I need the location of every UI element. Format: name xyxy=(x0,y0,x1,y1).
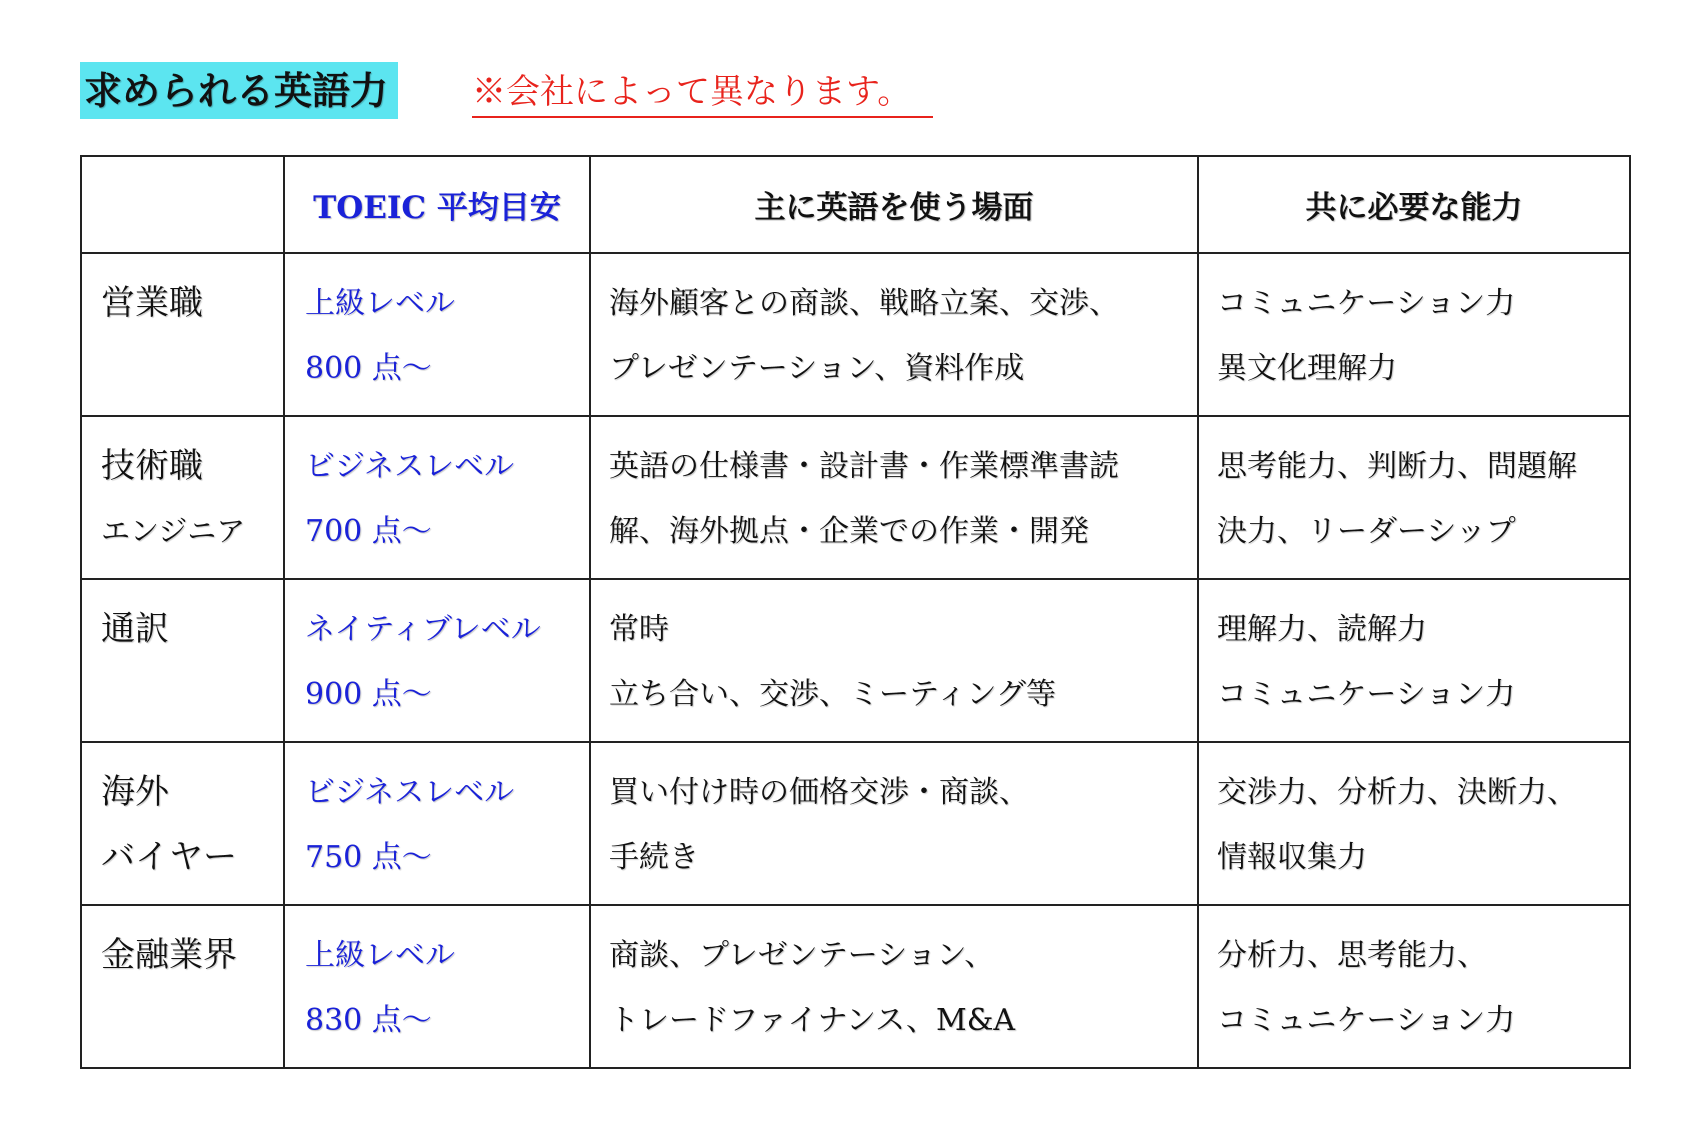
skills-line: 交渉力、分析力、決断力、 xyxy=(1217,775,1577,810)
job-name: 海外 xyxy=(101,772,169,812)
level-label: 上級レベル xyxy=(305,938,455,973)
job-name: 通訳 xyxy=(101,609,169,649)
skills-line: 分析力、思考能力、 xyxy=(1217,938,1487,973)
job-cell xyxy=(82,906,283,988)
scene-line: トレードファイナンス、M&A xyxy=(609,1003,1016,1038)
level-label: ネイティブレベル xyxy=(305,612,541,647)
scene-line: 英語の仕様書・設計書・作業標準書読 xyxy=(609,449,1119,484)
skills-line: コミュニケーション力 xyxy=(1217,677,1516,712)
skills-line: 理解力、読解力 xyxy=(1217,612,1427,647)
toeic-cell xyxy=(285,254,589,401)
score-label: 750 点〜 xyxy=(305,840,432,875)
scene-line: 買い付け時の価格交渉・商談、 xyxy=(609,775,1029,810)
header-skills: 共に必要な能力 xyxy=(1198,156,1630,253)
table-row xyxy=(81,905,1630,1068)
job-cell xyxy=(82,580,283,662)
skills-line: コミュニケーション力 xyxy=(1217,286,1516,321)
job-name: バイヤー xyxy=(101,837,237,877)
level-label: ビジネスレベル xyxy=(305,775,515,810)
skills-line: 情報収集力 xyxy=(1217,840,1367,875)
job-name: 営業職 xyxy=(101,283,203,323)
scene-line: 常時 xyxy=(609,612,669,647)
scene-line: 商談、プレゼンテーション、 xyxy=(609,938,995,973)
scene-cell xyxy=(591,906,1197,1053)
scene-line: 手続き xyxy=(609,840,699,875)
job-name: 金融業界 xyxy=(101,935,237,975)
job-cell xyxy=(82,743,283,890)
table-row xyxy=(81,416,1630,579)
toeic-cell xyxy=(285,743,589,890)
scene-cell xyxy=(591,743,1197,890)
level-label: ビジネスレベル xyxy=(305,449,515,484)
header-toeic: TOEIC 平均目安 xyxy=(284,156,590,253)
table-row xyxy=(81,742,1630,905)
company-note: ※会社によって異なります。 xyxy=(472,70,933,118)
scene-cell xyxy=(591,254,1197,401)
skills-cell xyxy=(1199,580,1629,727)
skills-line: コミュニケーション力 xyxy=(1217,1003,1516,1038)
scene-line: 立ち合い、交渉、ミーティング等 xyxy=(609,677,1056,712)
skills-cell xyxy=(1199,254,1629,401)
toeic-cell xyxy=(285,906,589,1053)
level-label: 上級レベル xyxy=(305,286,455,321)
toeic-cell xyxy=(285,580,589,727)
english-requirements-table xyxy=(80,155,1631,1069)
toeic-cell xyxy=(285,417,589,564)
scene-line: プレゼンテーション、資料作成 xyxy=(609,351,1025,386)
scene-cell xyxy=(591,417,1197,564)
score-label: 700 点〜 xyxy=(305,514,432,549)
table-row xyxy=(81,579,1630,742)
page-title: 求められる英語力 xyxy=(80,62,398,119)
job-cell xyxy=(82,417,283,564)
scene-cell xyxy=(591,580,1197,727)
skills-line: 思考能力、判断力、問題解 xyxy=(1217,449,1577,484)
skills-cell xyxy=(1199,417,1629,564)
table-row xyxy=(81,253,1630,416)
scene-line: 解、海外拠点・企業での作業・開発 xyxy=(609,514,1089,549)
score-label: 900 点〜 xyxy=(305,677,432,712)
skills-line: 決力、リーダーシップ xyxy=(1217,514,1516,549)
skills-cell xyxy=(1199,743,1629,890)
job-name: 技術職 xyxy=(101,446,203,486)
job-cell xyxy=(82,254,283,336)
job-subname: エンジニア xyxy=(101,514,246,548)
header-job xyxy=(81,156,284,253)
scene-line: 海外顧客との商談、戦略立案、交渉、 xyxy=(609,286,1119,321)
table-header-row xyxy=(81,156,1630,253)
header-scene: 主に英語を使う場面 xyxy=(590,156,1198,253)
score-label: 830 点〜 xyxy=(305,1003,432,1038)
skills-cell xyxy=(1199,906,1629,1053)
score-label: 800 点〜 xyxy=(305,351,432,386)
skills-line: 異文化理解力 xyxy=(1217,351,1397,386)
